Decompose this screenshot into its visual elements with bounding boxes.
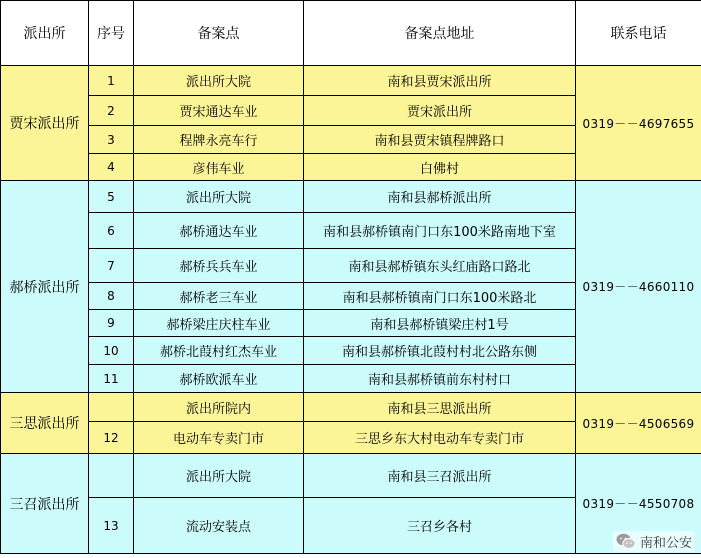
point-name: 流动安装点 (134, 498, 304, 554)
row-index: 3 (89, 126, 134, 154)
phone-number: 0319－－4506569 (576, 393, 701, 454)
point-name: 郝桥欧派车业 (134, 365, 304, 393)
row-index: 12 (89, 422, 134, 454)
row-index: 1 (89, 66, 134, 96)
row-index: 8 (89, 283, 134, 310)
point-address: 南和县三思派出所 (304, 393, 576, 422)
station-name: 郝桥派出所 (1, 181, 89, 393)
wechat-icon (616, 533, 636, 550)
point-name: 彦伟车业 (134, 154, 304, 181)
phone-number: 0319－－4660110 (576, 181, 701, 393)
station-name: 三思派出所 (1, 393, 89, 454)
watermark (613, 531, 695, 552)
point-address: 南和县三召派出所 (304, 454, 576, 498)
phone-number: 0319－－4697655 (576, 66, 701, 181)
point-address: 贾宋派出所 (304, 96, 576, 126)
point-address: 南和县郝桥镇南门口东100米路南地下室 (304, 213, 576, 249)
row-index (89, 454, 134, 498)
station-name: 三召派出所 (1, 454, 89, 554)
header-point: 备案点 (134, 1, 304, 66)
point-address: 三召乡各村 (304, 498, 576, 554)
point-address: 南和县贾宋派出所 (304, 66, 576, 96)
table-row (1, 181, 701, 213)
row-index (89, 393, 134, 422)
header-phone: 联系电话 (576, 1, 701, 66)
row-index: 4 (89, 154, 134, 181)
point-name: 郝桥梁庄庆柱车业 (134, 310, 304, 337)
header-row (1, 1, 701, 66)
header-address: 备案点地址 (304, 1, 576, 66)
point-name: 郝桥老三车业 (134, 283, 304, 310)
point-name: 派出所大院 (134, 454, 304, 498)
table-row (1, 454, 701, 498)
point-name: 派出所大院 (134, 66, 304, 96)
point-name: 郝桥通达车业 (134, 213, 304, 249)
point-address: 南和县郝桥镇梁庄村1号 (304, 310, 576, 337)
point-address: 三思乡东大村电动车专卖门市 (304, 422, 576, 454)
header-station: 派出所 (1, 1, 89, 66)
point-address: 南和县郝桥镇前东村村口 (304, 365, 576, 393)
point-address: 南和县郝桥镇东头红庙路口路北 (304, 249, 576, 283)
point-name: 程牌永亮车行 (134, 126, 304, 154)
point-name: 派出所大院 (134, 181, 304, 213)
point-address: 南和县郝桥镇北葭村村北公路东侧 (304, 337, 576, 365)
watermark-text: 南和公安 (639, 536, 692, 551)
point-address: 南和县贾宋镇程牌路口 (304, 126, 576, 154)
point-address: 南和县郝桥派出所 (304, 181, 576, 213)
point-name: 郝桥北葭村红杰车业 (134, 337, 304, 365)
row-index: 2 (89, 96, 134, 126)
point-name: 电动车专卖门市 (134, 422, 304, 454)
table-row (1, 66, 701, 96)
point-address: 南和县郝桥镇南门口东100米路北 (304, 283, 576, 310)
header-index: 序号 (89, 1, 134, 66)
point-name: 郝桥兵兵车业 (134, 249, 304, 283)
point-address: 白佛村 (304, 154, 576, 181)
point-name: 贾宋通达车业 (134, 96, 304, 126)
table-row (1, 393, 701, 422)
row-index: 5 (89, 181, 134, 213)
row-index: 13 (89, 498, 134, 554)
row-index: 10 (89, 337, 134, 365)
row-index: 7 (89, 249, 134, 283)
point-name: 派出所院内 (134, 393, 304, 422)
row-index: 6 (89, 213, 134, 249)
row-index: 11 (89, 365, 134, 393)
phone-number: 0319－－4550708 (576, 454, 701, 554)
row-index: 9 (89, 310, 134, 337)
station-name: 贾宋派出所 (1, 66, 89, 181)
